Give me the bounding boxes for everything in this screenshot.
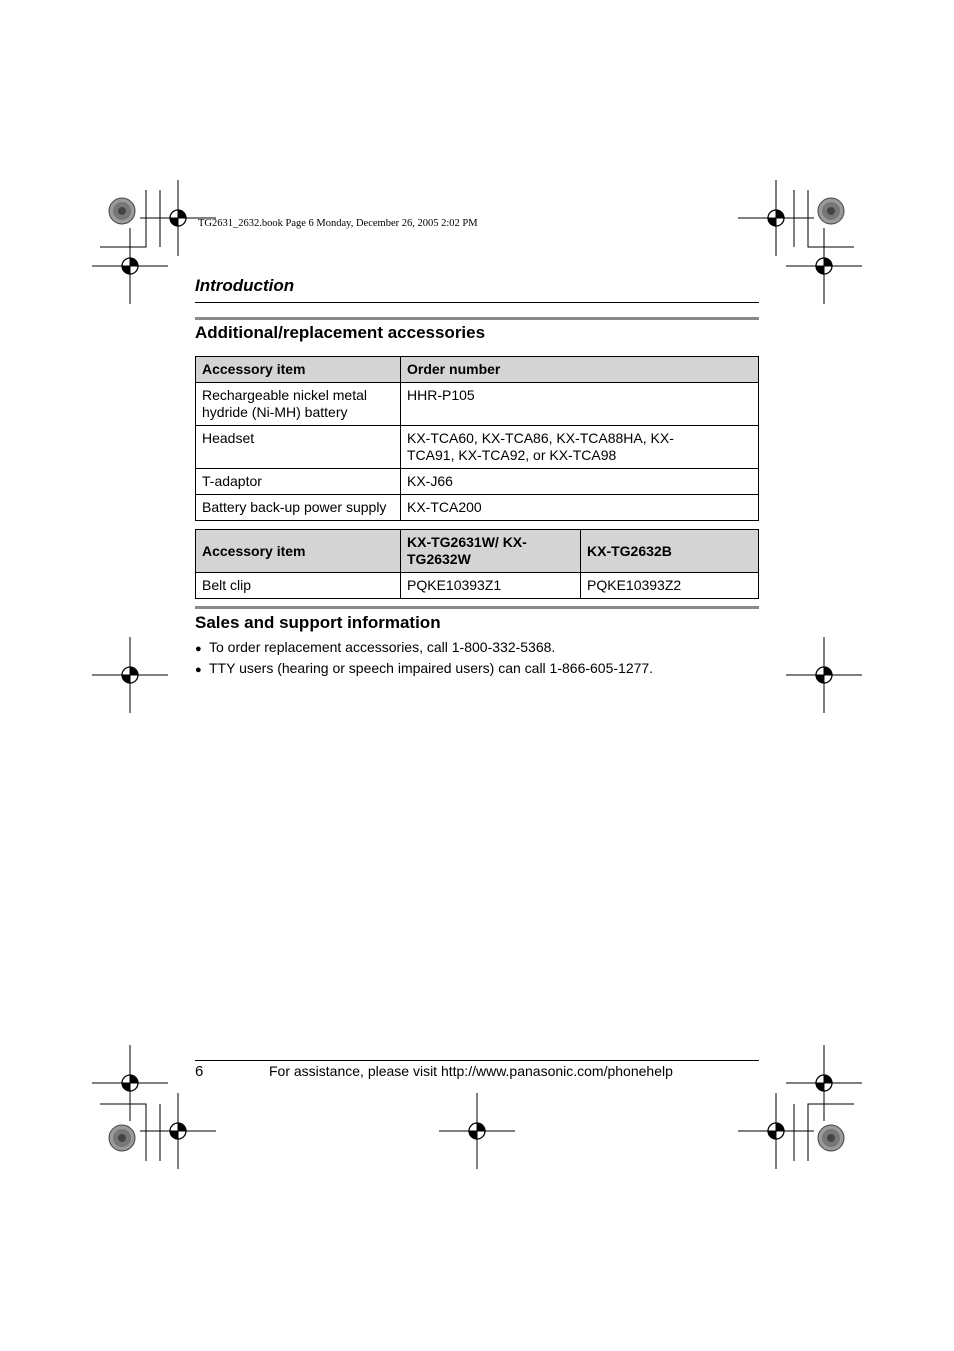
footer-assistance-text: For assistance, please visit http://www.panasonic.com/phonehelp <box>269 1063 673 1079</box>
table-header-row <box>196 530 759 573</box>
starburst-top-left <box>109 198 135 224</box>
sales-heading: Sales and support information <box>195 613 441 632</box>
section-label: Introduction <box>195 276 295 295</box>
page-number: 6 <box>195 1063 204 1080</box>
list-item-text: TTY users (hearing or speech impaired users) can call 1-866-605-1277. <box>209 660 654 676</box>
table-header-row <box>196 357 759 383</box>
table-cell: KX-TCA60, KX-TCA86, KX-TCA88HA, KX-TCA91, KX-TCA92, or KX-TCA98 <box>401 426 759 469</box>
table-cell: KX-J66 <box>401 469 759 495</box>
table-cell: PQKE10393Z2 <box>581 573 759 599</box>
target-mark-mid-right <box>786 637 862 713</box>
column-header: Accessory item <box>196 530 401 573</box>
target-mark-top-left-2 <box>92 228 168 304</box>
table-cell: Headset <box>196 426 401 469</box>
table-row <box>196 426 759 469</box>
heading-bar <box>195 606 759 609</box>
starburst-top-right <box>818 198 844 224</box>
list-item <box>195 660 653 681</box>
table-row <box>196 383 759 426</box>
list-item-text: To order replacement accessories, call 1-800-332-5368. <box>209 639 556 655</box>
table-cell: Belt clip <box>196 573 401 599</box>
bullet-icon: ● <box>195 643 202 655</box>
column-header: KX-TG2632B <box>581 530 759 573</box>
column-header: Accessory item <box>196 357 401 383</box>
belt-clip-table <box>195 529 759 599</box>
footer-rule <box>195 1060 759 1061</box>
heading-bar <box>195 317 759 320</box>
target-mark-top-right-1 <box>738 180 814 256</box>
table-row <box>196 469 759 495</box>
table-cell: PQKE10393Z1 <box>401 573 581 599</box>
print-info: TG2631_2632.book Page 6 Monday, December 26, 2005 2:02 PM <box>198 218 478 229</box>
target-mark-bottom-right-1 <box>738 1093 814 1169</box>
list-item <box>195 639 653 660</box>
sales-bullet-list <box>195 639 653 681</box>
target-mark-bottom-left-2 <box>140 1093 216 1169</box>
column-header: Order number <box>401 357 759 383</box>
header-rule <box>195 302 759 303</box>
table-cell: T-adaptor <box>196 469 401 495</box>
starburst-bottom-right <box>818 1125 844 1151</box>
table-cell: HHR-P105 <box>401 383 759 426</box>
table-row <box>196 495 759 521</box>
column-header: KX-TG2631W/ KX-TG2632W <box>401 530 581 573</box>
accessories-table <box>195 356 759 521</box>
target-mark-bottom-right-2 <box>786 1045 862 1121</box>
target-mark-top-right-2 <box>786 228 862 304</box>
accessories-heading: Additional/replacement accessories <box>195 323 486 342</box>
starburst-bottom-left <box>109 1125 135 1151</box>
target-mark-mid-left <box>92 637 168 713</box>
target-mark-bottom-left-1 <box>92 1045 168 1121</box>
target-mark-bottom-center <box>439 1093 515 1169</box>
bullet-icon: ● <box>195 664 202 676</box>
table-row <box>196 573 759 599</box>
table-cell: Rechargeable nickel metal hydride (Ni-MH) battery <box>196 383 401 426</box>
table-cell: KX-TCA200 <box>401 495 759 521</box>
table-cell: Battery back-up power supply <box>196 495 401 521</box>
